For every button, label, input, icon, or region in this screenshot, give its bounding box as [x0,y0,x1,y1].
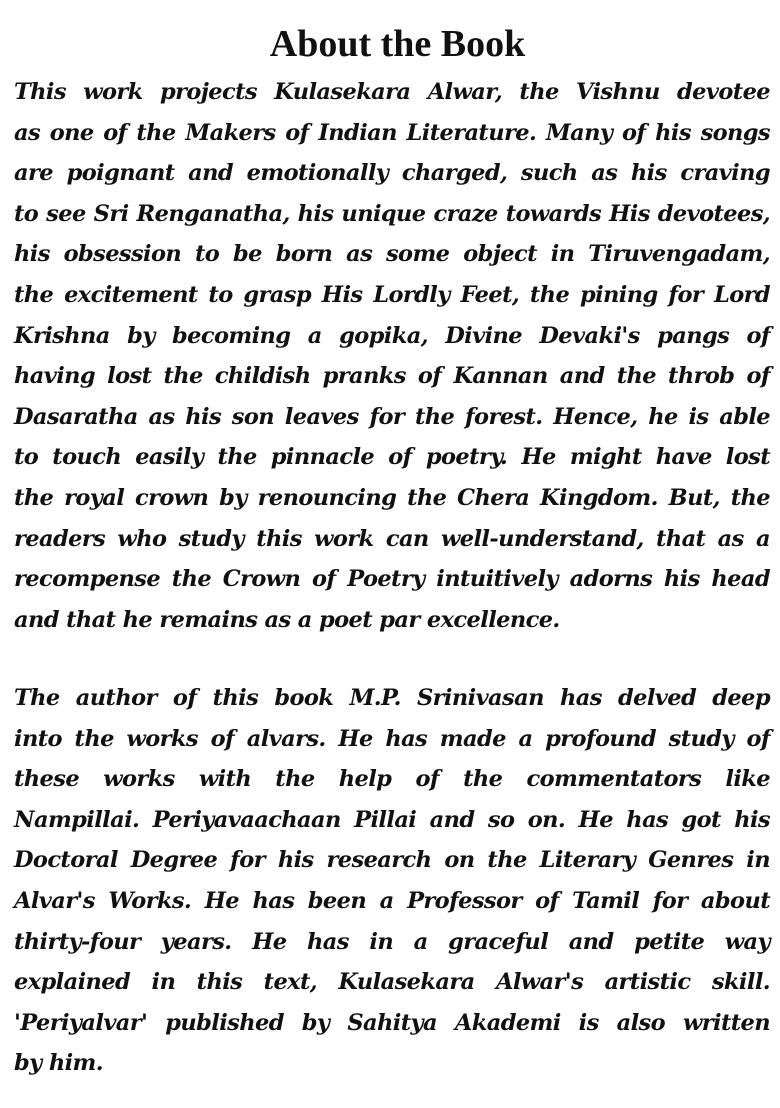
text-line: Doctoral Degree for his research on the Literary Genres in [14,847,770,874]
text-line: Dasaratha as his son leaves for the forest. Hence, he is able [14,403,770,430]
text-line: as one of the Makers of Indian Literature. Many of his songs [14,119,770,146]
text-line: are poignant and emotionally charged, such as his craving [14,160,770,187]
paragraph-about-work [14,72,770,640]
text-line: having lost the childish pranks of Kannan and the throb of [14,363,770,390]
text-line: explained in this text, Kulasekara Alwar's artistic skill. [14,969,770,996]
text-line: The author of this book M.P. Srinivasan has delved deep [14,685,770,711]
text-line: to touch easily the pinnacle of poetry. He might have lost [14,444,770,471]
text-line: by him. [14,1050,103,1077]
text-line: Alvar's Works. He has been a Professor of Tamil for about [14,887,770,914]
text-line: the excitement to grasp His Lordly Feet, the pining for Lord [14,281,770,308]
text-line: Nampillai. Periyavaachaan Pillai and so on. He has got his [14,806,770,833]
page-title: About the Book [269,23,526,65]
text-line: his obsession to be born as some object in Tiruvengadam, [14,241,770,268]
text-line: Krishna by becoming a gopika, Divine Devaki's pangs of [14,322,770,349]
text-line: readers who study this work can well-understand, that as a [14,525,770,552]
text-line: recompense the Crown of Poetry intuitively adorns his head [14,566,770,593]
text-line: to see Sri Renganatha, his unique craze towards His devotees, [14,200,770,227]
paragraph-about-author [14,678,770,1084]
text-line: these works with the help of the commentators like [14,766,770,793]
text-line: This work projects Kulasekara Alwar, the Vishnu devotee [14,79,770,105]
text-line: thirty-four years. He has in a graceful and petite way [14,928,770,955]
text-line: into the works of alvars. He has made a profound study of [14,725,770,752]
text-line: and that he remains as a poet par excellence. [14,606,560,633]
text-line: 'Periyalvar' published by Sahitya Akademi is also written [14,1009,770,1036]
text-line: the royal crown by renouncing the Chera Kingdom. But, the [14,484,770,511]
